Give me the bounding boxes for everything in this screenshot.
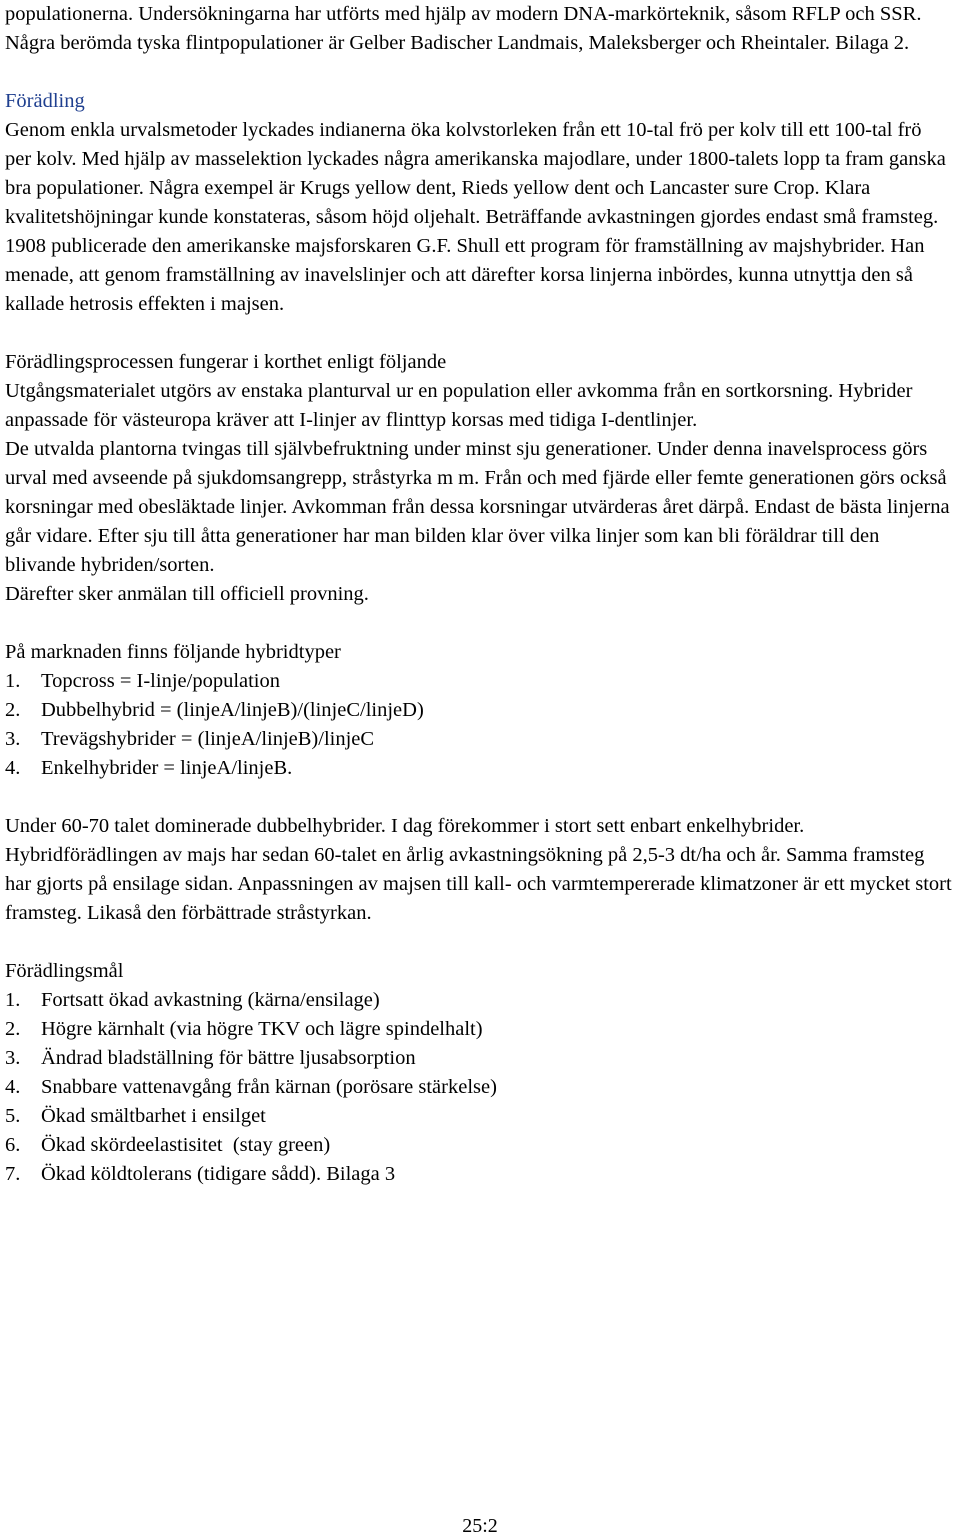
section-heading-hybrids: På marknaden finns följande hybridtyper	[5, 641, 341, 663]
list-item-number: 7.	[5, 1163, 21, 1185]
section-heading-goals: Förädlingsmål	[5, 960, 124, 982]
list-item-text: Högre kärnhalt (via högre TKV och lägre spindelhalt)	[41, 1018, 483, 1040]
list-item-text: Trevägshybrider = (linjeA/linjeB)/linjeC	[41, 728, 375, 750]
hybrid-type-list	[5, 667, 952, 783]
list-item-text: Fortsatt ökad avkastning (kärna/ensilage)	[41, 989, 380, 1011]
section-heading-process: Förädlingsprocessen fungerar i korthet enligt följande	[5, 351, 447, 373]
section-history	[5, 812, 952, 928]
spacer	[5, 928, 952, 957]
list-item-text: Snabbare vattenavgång från kärnan (porösare stärkelse)	[41, 1076, 497, 1098]
list-item	[5, 696, 952, 725]
foradling-body-2: 1908 publicerade den amerikanske majsforskaren G.F. Shull ett program för framställning av majshybrider. Han menade, att genom framställning av inavelslinjer och att därefter korsa linjerna inbördes, kunna utnyttja den så kallade hetrosis effekten i majsen.	[5, 235, 925, 315]
list-item-number: 2.	[5, 1018, 21, 1040]
page-number: 25:2	[462, 1515, 498, 1537]
section-heading-foradling[interactable]: Förädling	[5, 90, 85, 112]
list-item	[5, 725, 952, 754]
list-item-text: Dubbelhybrid = (linjeA/linjeB)/(linjeC/linjeD)	[41, 699, 424, 721]
list-item-number: 3.	[5, 728, 21, 750]
list-item-text: Ändrad bladställning för bättre ljusabsorption	[41, 1047, 416, 1069]
list-item-text: Topcross = I-linje/population	[41, 670, 281, 692]
list-item-number: 1.	[5, 670, 21, 692]
list-item	[5, 1131, 952, 1160]
list-item	[5, 1102, 952, 1131]
spacer	[5, 783, 952, 812]
list-item	[5, 1160, 952, 1189]
intro-paragraph: populationerna. Undersökningarna har utförts med hjälp av modern DNA-markörteknik, såsom RFLP och SSR. Några berömda tyska flintpopulationer är Gelber Badischer Landmais, Maleksberger och Rheintaler. Bilaga 2.	[5, 3, 922, 54]
spacer	[5, 319, 952, 348]
list-item	[5, 1044, 952, 1073]
list-item-text: Ökad skördeelastisitet (stay green)	[41, 1134, 331, 1156]
list-item-number: 2.	[5, 699, 21, 721]
history-paragraph: Under 60-70 talet dominerade dubbelhybrider. I dag förekommer i stort sett enbart enkelhybrider. Hybridförädlingen av majs har sedan 60-talet en årlig avkastningsökning på 2,5-3 dt/ha och år. Samma framsteg har gjorts på ensilage sidan. Anpassningen av majsen till kall- och varmtempererade klimatzoner är ett mycket stort framsteg. Likaså den förbättrade stråstyrkan.	[5, 815, 952, 924]
list-item-number: 4.	[5, 757, 21, 779]
list-item	[5, 1073, 952, 1102]
list-item-text: Ökad köldtolerans (tidigare sådd). Bilaga 3	[41, 1163, 396, 1185]
foradling-body: Genom enkla urvalsmetoder lyckades indianerna öka kolvstorleken från ett 10-tal frö per kolv till ett 100-tal frö per kolv. Med hjälp av masselektion lyckades några amerikanska majodlare, under 1800-talets lopp ta fram ganska bra populationer. Några exempel är Krugs yellow dent, Rieds yellow dent och Lancaster sure Crop. Klara kvalitetshöjningar kunde konstateras, såsom höjd oljehalt. Beträffande avkastningen gjordes endast små framsteg.	[5, 119, 946, 228]
list-item-number: 3.	[5, 1047, 21, 1069]
list-item-number: 4.	[5, 1076, 21, 1098]
section-foradling	[5, 87, 952, 319]
list-item	[5, 986, 952, 1015]
process-paragraph-2: De utvalda plantorna tvingas till självbefruktning under minst sju generationer. Under denna inavelsprocess görs urval med avseende på sjukdomsangrepp, stråstyrka m m. Från och med fjärde eller femte generationen görs också korsningar med obesläktade linjer. Avkomman från dessa korsningar utvärderas året därpå. Endast de bästa linjerna går vidare. Efter sju till åtta generationer har man bilden klar över vilka linjer som kan bli föräldrar till den blivande hybriden/sorten.	[5, 438, 950, 576]
list-item-text: Ökad smältbarhet i ensilget	[41, 1105, 266, 1127]
list-item-number: 1.	[5, 989, 21, 1011]
section-goals	[5, 957, 952, 1189]
section-hybrids	[5, 638, 952, 783]
list-item	[5, 667, 952, 696]
spacer	[5, 58, 952, 87]
list-item	[5, 754, 952, 783]
list-item-number: 5.	[5, 1105, 21, 1127]
list-item	[5, 1015, 952, 1044]
section-process	[5, 348, 952, 609]
process-paragraph-3: Därefter sker anmälan till officiell provning.	[5, 583, 369, 605]
process-paragraph-1: Utgångsmaterialet utgörs av enstaka planturval ur en population eller avkomma från en sortkorsning. Hybrider anpassade för västeuropa kräver att I-linjer av flinttyp korsas med tidiga I-dentlinjer.	[5, 380, 913, 431]
breeding-goals-list	[5, 986, 952, 1189]
spacer	[5, 609, 952, 638]
list-item-number: 6.	[5, 1134, 21, 1156]
list-item-text: Enkelhybrider = linjeA/linjeB.	[41, 757, 293, 779]
